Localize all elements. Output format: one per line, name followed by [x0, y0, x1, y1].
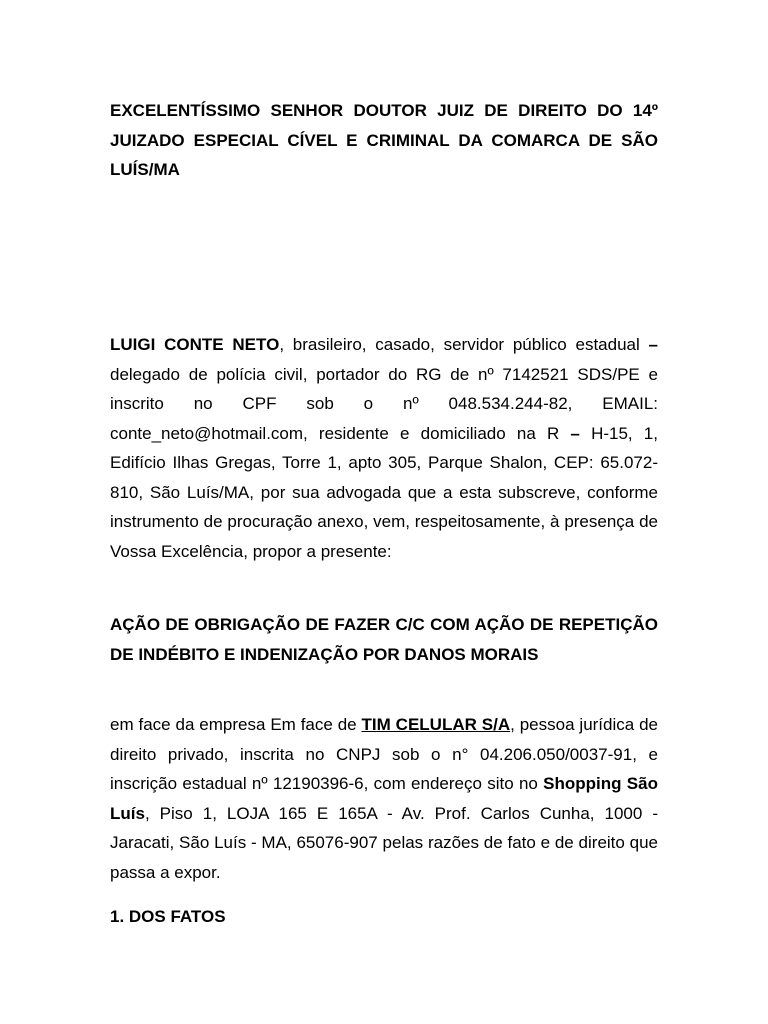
court-addressing-heading: EXCELENTÍSSIMO SENHOR DOUTOR JUIZ DE DIREITO DO 14º JUIZADO ESPECIAL CÍVEL E CRIMINAL DA COMARCA DE SÃO LUÍS/MA	[110, 101, 658, 179]
plaintiff-text-2: delegado de polícia civil, portador do RG de nº 7142521 SDS/PE e inscrito no CPF sob o nº 048.534.244-82, EMAIL: conte_neto@hotmail.com, residente e domiciliado na R	[110, 364, 658, 443]
dash-2: –	[570, 423, 580, 443]
plaintiff-text-1: , brasileiro, casado, servidor público estadual	[279, 335, 649, 354]
action-title: AÇÃO DE OBRIGAÇÃO DE FAZER C/C COM AÇÃO DE REPETIÇÃO DE INDÉBITO E INDENIZAÇÃO POR DANOS MORAIS	[110, 615, 658, 664]
defendant-text-1: em face da empresa Em face de	[110, 715, 362, 734]
defendant-company: TIM CELULAR S/A	[361, 715, 511, 734]
dash-1: –	[648, 335, 659, 354]
plaintiff-qualification-paragraph	[110, 330, 658, 566]
defendant-text-2: , pessoa jurídica de direito privado, inscrita no CNPJ sob o n° 04.206.050/0037-91, e inscrição estadual nº 12190396-6, com endereço sito no	[110, 715, 659, 793]
defendant-text-3: , Piso 1, LOJA 165 E 165A - Av. Prof. Carlos Cunha, 1000 - Jaracati, São Luís - MA, 65076-907 pelas razões de fato e de direito que passa a expor.	[110, 803, 658, 882]
plaintiff-name: LUIGI CONTE NETO	[110, 335, 280, 354]
defendant-paragraph	[110, 710, 658, 887]
defendant-place: Shopping São Luís	[110, 774, 658, 823]
plaintiff-text-3: H-15, 1, Edifício Ilhas Gregas, Torre 1, apto 305, Parque Shalon, CEP: 65.072-810, São Luís/MA, por sua advogada que a esta subscreve, conforme instrumento de procuração anexo, vem, respeitosamente, à presença de Vossa Excelência, propor a presente:	[110, 423, 658, 561]
section-title-dos-fatos: 1. DOS FATOS	[110, 907, 226, 926]
